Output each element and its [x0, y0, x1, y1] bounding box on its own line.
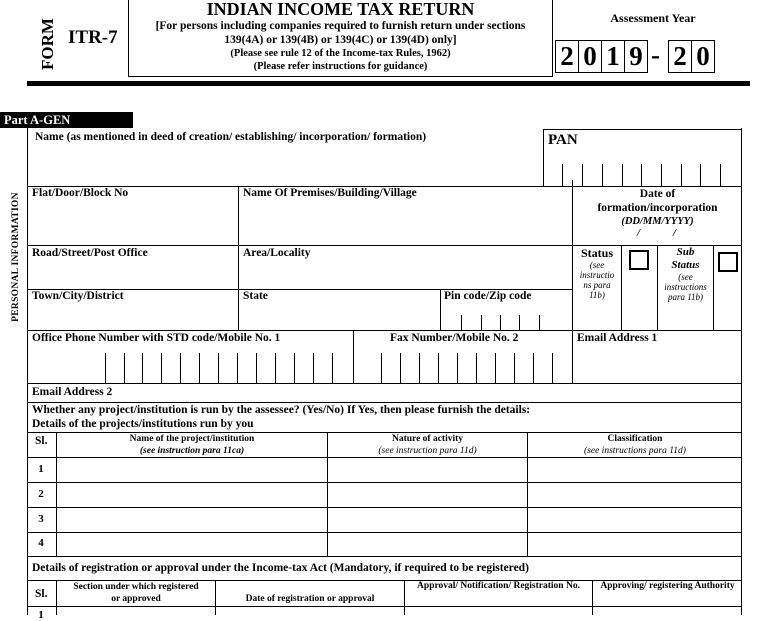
- email1-label: Email Address 1: [577, 332, 658, 344]
- flat-label: Flat/Door/Block No: [32, 187, 129, 199]
- reg-col-approval-no: Approval/ Notification/ Registration No.: [417, 581, 580, 591]
- phone-tick: [180, 353, 181, 383]
- pin-tick: [481, 315, 482, 330]
- fax-field[interactable]: [354, 331, 572, 383]
- area-field[interactable]: [239, 246, 572, 289]
- title-box: [128, 0, 553, 77]
- proj-row-3-cells[interactable]: [57, 508, 742, 532]
- reg-col-section-2: or approved: [111, 594, 161, 604]
- area-label: Area/Locality: [243, 247, 311, 259]
- form-title: INDIAN INCOME TAX RETURN: [206, 0, 475, 19]
- phone-tick: [124, 353, 125, 383]
- proj-col-class-note: (see instructions para 11d): [584, 446, 686, 456]
- reg-col-section-1: Section under which registered: [73, 582, 199, 592]
- ay-digit-6: 0: [691, 40, 715, 73]
- phone-tick: [161, 353, 162, 383]
- assessment-year-label: Assessment Year: [610, 11, 696, 25]
- proj-row-2-num: 2: [38, 488, 44, 500]
- proj-col-name: [57, 433, 327, 457]
- subtitle-line-2: 139(4A) or 139(4B) or 139(4C) or 139(4D) only]: [224, 34, 457, 46]
- pin-tick: [461, 315, 462, 330]
- reg-row-1-cells[interactable]: [57, 607, 742, 615]
- status-note-1: (see: [589, 260, 605, 270]
- sub-status-label-2: Status: [671, 259, 700, 271]
- state-field[interactable]: [239, 290, 440, 330]
- pan-tick: [582, 164, 583, 186]
- side-label: PERSONAL INFORMATION: [11, 192, 21, 322]
- status-label: Status: [580, 246, 613, 260]
- fax-tick: [438, 353, 439, 383]
- date-format-hint: (DD/MM/YYYY): [621, 216, 694, 227]
- phone-tick: [142, 353, 143, 383]
- sub-status-note-3: para 11b): [667, 292, 704, 302]
- pin-tick: [539, 315, 540, 330]
- ay-digit-3: 1: [601, 40, 625, 73]
- reg-row-1-num: 1: [38, 609, 44, 621]
- fax-tick: [552, 353, 553, 383]
- proj-col-name-note: (see instruction para 11ca): [139, 446, 245, 456]
- proj-row-2-cells[interactable]: [57, 483, 742, 507]
- pin-tick: [519, 315, 520, 330]
- name-label: Name (as mentioned in deed of creation/ establishing/ incorporation/ formation): [35, 131, 427, 143]
- side-label-box: [0, 128, 27, 398]
- state-label: State: [243, 290, 268, 302]
- status-note-4: 11b): [589, 290, 605, 300]
- fax-tick: [419, 353, 420, 383]
- pin-field[interactable]: [441, 290, 572, 330]
- reg-col-date: Date of registration or approval: [245, 594, 375, 604]
- pan-tick: [661, 164, 662, 186]
- fax-tick: [476, 353, 477, 383]
- pin-tick: [500, 315, 501, 330]
- phone-tick: [332, 353, 333, 383]
- road-label: Road/Street/Post Office: [32, 247, 148, 259]
- status-label-cell: [573, 246, 621, 330]
- phone-tick: [199, 353, 200, 383]
- fax-tick: [533, 353, 534, 383]
- fax-label: Fax Number/Mobile No. 2: [390, 332, 519, 344]
- proj-col-sl: Sl.: [35, 435, 48, 447]
- fax-tick: [457, 353, 458, 383]
- ay-digit-4: 9: [624, 40, 648, 73]
- form-word: [36, 18, 56, 68]
- pan-tick: [641, 164, 642, 186]
- phone-tick: [275, 353, 276, 383]
- date-separator-2: /: [673, 227, 677, 239]
- proj-col-name-label: Name of the project/institution: [129, 434, 255, 444]
- email1-field[interactable]: [573, 331, 742, 383]
- pan-tick: [602, 164, 603, 186]
- proj-row-4-num: 4: [38, 537, 44, 549]
- email2-label: Email Address 2: [32, 386, 113, 398]
- part-label: Part A-GEN: [0, 112, 133, 128]
- status-divider: [713, 245, 714, 330]
- name-field[interactable]: [28, 129, 543, 186]
- date-formation-label-1: Date of: [639, 188, 676, 200]
- date-formation-field[interactable]: [573, 187, 742, 245]
- phone-field[interactable]: [28, 331, 353, 383]
- town-field[interactable]: [28, 290, 238, 330]
- proj-col-nature-note: (see instruction para 11d): [378, 446, 477, 456]
- fax-tick: [495, 353, 496, 383]
- proj-row-1-num: 1: [38, 463, 44, 475]
- pin-label: Pin code/Zip code: [444, 290, 532, 302]
- pan-tick: [562, 164, 563, 186]
- road-field[interactable]: [28, 246, 238, 289]
- header-rule: [27, 81, 750, 86]
- proj-col-nature: [328, 433, 527, 457]
- phone-tick: [105, 353, 106, 383]
- form-code: ITR-7: [68, 27, 118, 48]
- pan-label: PAN: [548, 132, 578, 148]
- ay-digit-5: 2: [668, 40, 692, 73]
- sub-status-label-1: Sub: [676, 246, 695, 258]
- status-note-3: ns para: [583, 280, 611, 290]
- sub-status-note-2: instructions: [664, 282, 707, 292]
- proj-row-3-num: 3: [38, 513, 44, 525]
- sub-status-label-cell: [658, 246, 713, 330]
- pan-tick: [572, 180, 573, 186]
- fax-tick: [400, 353, 401, 383]
- row-line: [27, 402, 742, 403]
- pan-field[interactable]: [544, 130, 742, 186]
- date-formation-label-2: formation/incorporation: [597, 202, 718, 214]
- proj-row-1-cells[interactable]: [57, 458, 742, 482]
- projects-question: Whether any project/institution is run by the assessee? (Yes/No) If Yes, then please furnish the details:: [32, 404, 531, 416]
- projects-heading: Details of the projects/institutions run by you: [32, 418, 254, 430]
- status-note-2: instructio: [579, 270, 615, 280]
- sub-status-checkbox[interactable]: [718, 252, 738, 272]
- subtitle-line-3: (Please see rule 12 of the Income-tax Rules, 1962): [230, 48, 451, 59]
- status-divider: [621, 245, 622, 330]
- premises-label: Name Of Premises/Building/Village: [243, 187, 417, 199]
- phone-tick: [294, 353, 295, 383]
- proj-col-nature-label: Nature of activity: [391, 434, 464, 444]
- subtitle-line-1: [For persons including companies required to furnish return under sections: [155, 20, 526, 32]
- fax-tick: [514, 353, 515, 383]
- sub-status-note-1: (see: [678, 272, 693, 282]
- phone-label: Office Phone Number with STD code/Mobile No. 1: [32, 332, 281, 344]
- ay-digit-2: 0: [578, 40, 602, 73]
- ay-dash: -: [651, 40, 660, 70]
- date-separator-1: /: [637, 227, 641, 239]
- fax-tick: [381, 353, 382, 383]
- pan-tick: [681, 164, 682, 186]
- pan-tick: [720, 164, 721, 186]
- status-checkbox[interactable]: [629, 250, 649, 270]
- proj-col-class-label: Classification: [607, 434, 663, 444]
- flat-field[interactable]: [28, 187, 238, 245]
- form-word-text: FORM: [37, 18, 57, 70]
- town-label: Town/City/District: [32, 290, 124, 302]
- pan-tick: [622, 164, 623, 186]
- reg-col-sl: Sl.: [35, 588, 48, 600]
- ay-digit-1: 2: [555, 40, 579, 73]
- subtitle-line-4: (Please refer instructions for guidance): [253, 61, 428, 72]
- pan-tick: [700, 164, 701, 186]
- reg-col-authority: Approving/ registering Authority: [600, 581, 735, 591]
- proj-row-4-cells[interactable]: [57, 533, 742, 556]
- phone-tick: [237, 353, 238, 383]
- registration-heading: Details of registration or approval under the Income-tax Act (Mandatory, if required to be registered): [32, 562, 529, 574]
- email2-field[interactable]: [28, 384, 742, 402]
- premises-field[interactable]: [239, 187, 572, 245]
- proj-col-class: [528, 433, 742, 457]
- reg-col-section: [57, 581, 215, 605]
- phone-tick: [218, 353, 219, 383]
- phone-tick: [313, 353, 314, 383]
- phone-tick: [256, 353, 257, 383]
